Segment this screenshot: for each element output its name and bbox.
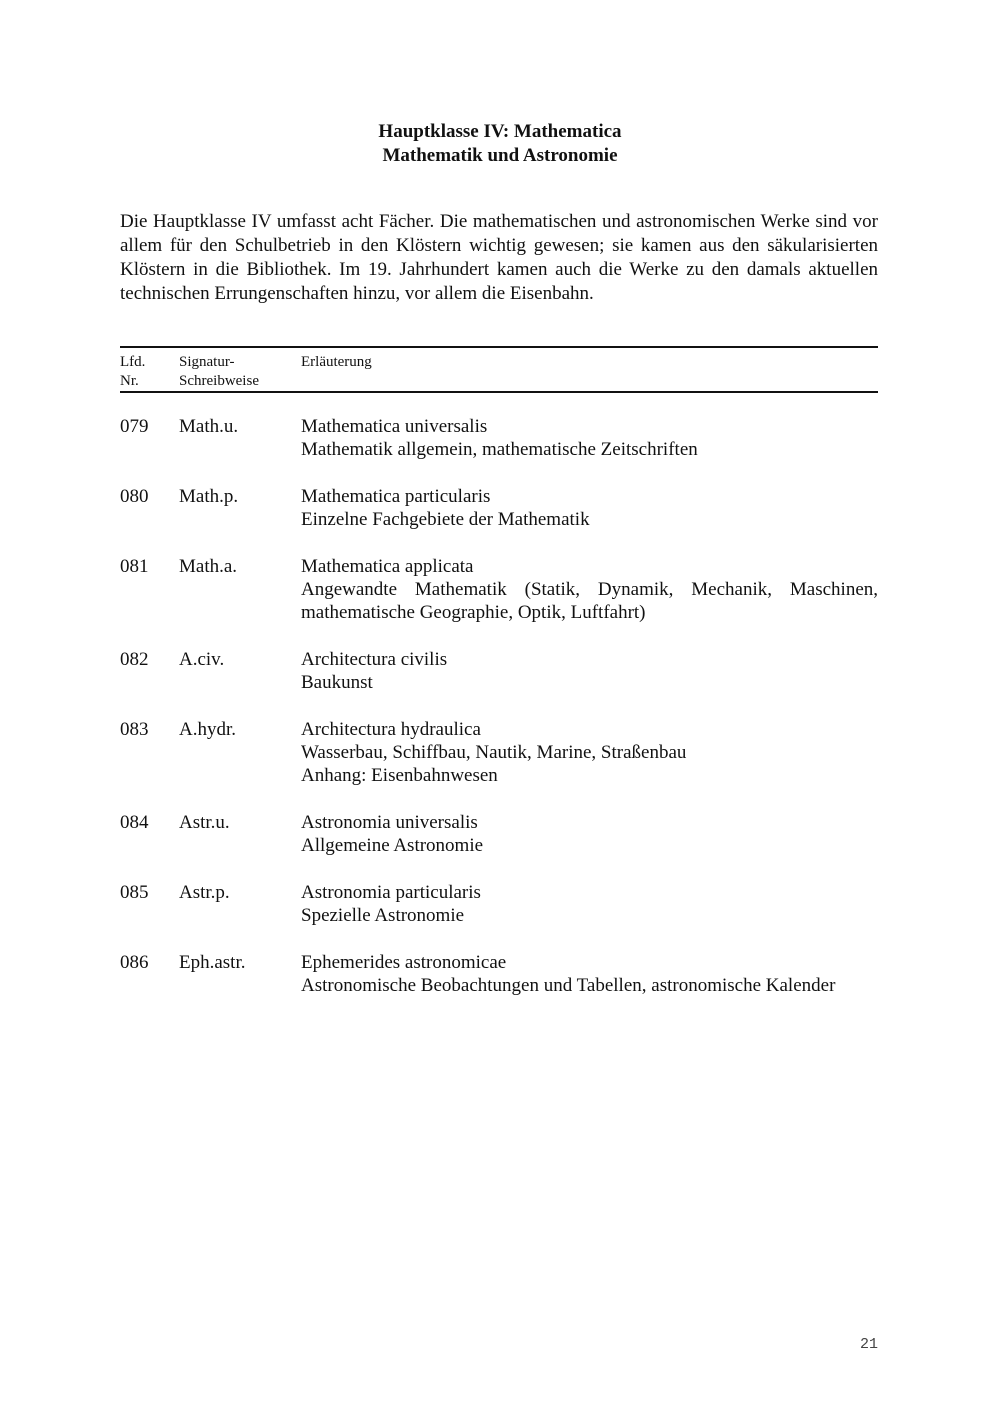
row-latin-title: Ephemerides astronomicae (301, 952, 507, 973)
row-signature: Astr.u. (179, 812, 230, 833)
table-header (120, 348, 878, 391)
row-signature: Astr.p. (179, 882, 230, 903)
row-description: Allgemeine Astronomie (301, 835, 484, 856)
row-latin-title: Mathematica particularis (301, 486, 491, 507)
table-row (120, 951, 878, 997)
row-description: Spezielle Astronomie (301, 905, 465, 926)
row-explanation (301, 718, 878, 787)
row-number: 085 (120, 882, 149, 903)
row-number: 083 (120, 719, 149, 740)
row-latin-title: Architectura hydraulica (301, 719, 481, 740)
title-line-1: Hauptklasse IV: Mathematica (378, 121, 622, 142)
row-description: Astronomische Beobachtungen und Tabellen, astronomische Kalender (301, 975, 836, 996)
row-description: Anhang: Eisenbahnwesen (301, 765, 498, 786)
title-line-2: Mathematik und Astronomie (382, 145, 618, 166)
row-explanation (301, 485, 878, 531)
row-description: Wasserbau, Schiffbau, Nautik, Marine, Straßenbau (301, 742, 687, 763)
row-latin-title: Architectura civilis (301, 649, 448, 670)
row-signature: Math.u. (179, 416, 239, 437)
row-explanation (301, 415, 878, 461)
row-latin-title: Astronomia universalis (301, 812, 478, 833)
row-explanation (301, 811, 878, 857)
table-row (120, 555, 878, 624)
row-number: 080 (120, 486, 149, 507)
row-description: Mathematik allgemein, mathematische Zeitschriften (301, 439, 698, 460)
header-number (120, 353, 175, 391)
header-signature-line-2: Schreibweise (179, 373, 259, 389)
row-number: 082 (120, 649, 149, 670)
row-number: 086 (120, 952, 149, 973)
row-latin-title: Mathematica applicata (301, 556, 474, 577)
classification-table (120, 346, 878, 1021)
row-signature: Math.a. (179, 556, 238, 577)
row-signature: Eph.astr. (179, 952, 246, 973)
row-latin-title: Mathematica universalis (301, 416, 488, 437)
row-signature: A.hydr. (179, 719, 236, 740)
table-row (120, 718, 878, 787)
page-title (0, 120, 1000, 168)
row-explanation (301, 555, 878, 624)
row-number: 081 (120, 556, 149, 577)
table-row (120, 881, 878, 927)
row-explanation (301, 881, 878, 927)
row-latin-title: Astronomia particularis (301, 882, 481, 903)
header-signature (179, 353, 299, 391)
header-number-line-2: Nr. (120, 373, 139, 389)
table-row (120, 415, 878, 461)
row-explanation (301, 648, 878, 694)
header-signature-line-1: Signatur- (179, 354, 235, 370)
page-number: 21 (859, 1336, 878, 1353)
row-signature: Math.p. (179, 486, 239, 507)
row-description: Einzelne Fachgebiete der Mathematik (301, 509, 590, 530)
row-description: Angewandte Mathematik (Statik, Dynamik, Mechanik, Maschinen, mathematische Geographie, Optik, Luftfahrt) (301, 579, 878, 623)
table-row (120, 811, 878, 857)
table-row (120, 485, 878, 531)
header-number-line-1: Lfd. (120, 354, 146, 370)
row-explanation (301, 951, 878, 997)
row-signature: A.civ. (179, 649, 225, 670)
row-description: Baukunst (301, 672, 373, 693)
intro-paragraph: Die Hauptklasse IV umfasst acht Fächer. Die mathematischen und astronomischen Werke sind vor allem für den Schulbetrieb in den Klöstern wichtig gewesen; sie kamen aus den säkularisierten Klöstern in die Bibliothek. Im 19. Jahrhundert kamen auch die Werke zu den damals aktuellen technischen Errungenschaften hinzu, vor allem die Eisenbahn. (120, 211, 878, 304)
row-number: 084 (120, 812, 149, 833)
table-row (120, 648, 878, 694)
header-explanation: Erläuterung (301, 354, 372, 370)
table-body (120, 393, 878, 997)
row-number: 079 (120, 416, 149, 437)
